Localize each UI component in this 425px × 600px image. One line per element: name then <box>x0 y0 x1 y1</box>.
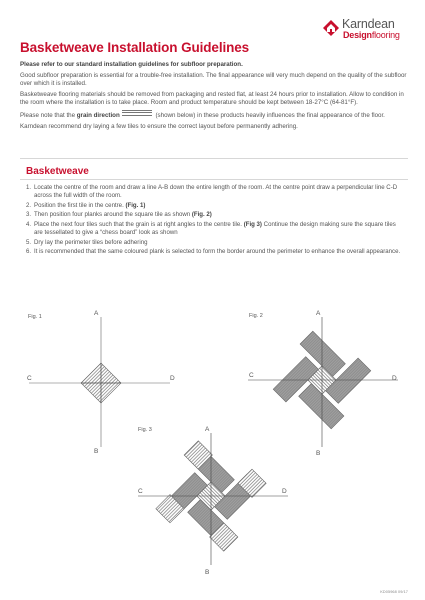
figure-2 <box>248 310 398 457</box>
point-b: B <box>94 448 99 455</box>
brand-subtitle: Designflooring <box>343 30 400 40</box>
point-d: D <box>282 488 287 495</box>
divider <box>20 158 408 159</box>
list-item: 3. Then position four planks around the square tile as shown (Fig. 2) <box>26 211 212 219</box>
list-item: 6. It is recommended that the same coloured plank is selected to form the border around the perimeter to enhance the overall appearance. <box>26 248 401 256</box>
figure-label: Fig. 3 <box>138 427 152 433</box>
divider <box>20 179 408 180</box>
house-diamond-icon <box>322 19 340 39</box>
intro-refer: Please refer to our standard installation guidelines for subfloor preparation. <box>20 61 243 68</box>
brand-logo <box>322 17 418 43</box>
page-title: Basketweave Installation Guidelines <box>20 40 250 55</box>
list-item: 4. Place the next four tiles such that the grain is at right angles to the centre tile. (Fig 3) Continue the design making sure the square tiles are tessellated to give a “chess board” look as shown <box>26 221 396 236</box>
grain-direction-icon <box>122 110 152 116</box>
figure-label: Fig. 2 <box>249 313 263 319</box>
document-code: KD05968 09/17 <box>380 590 408 594</box>
intro-p3: Please note that the grain direction (shown below) in these products heavily influences the final appearance of the floor. <box>20 111 385 119</box>
figure-1 <box>27 310 175 455</box>
point-a: A <box>205 426 210 433</box>
list-item: 1. Locate the centre of the room and draw a line A-B down the entire length of the room. At the centre point draw a perpendicular line C-D across the full width of the room. <box>26 184 398 199</box>
point-a: A <box>94 310 99 317</box>
point-c: C <box>249 372 254 379</box>
point-b: B <box>205 569 210 576</box>
intro-p1: Good subfloor preparation is essential for a trouble-free installation. The final appearance will very much depend on the quality of the subfloor over which it is installed. <box>20 71 407 87</box>
intro-p2: Basketweave flooring materials should be removed from packaging and rested flat, at least 24 hours prior to installation. Allow to condition in the room where the installation is to take place. Room and product temperature should be kept between 18-27°C (64-81°F). <box>20 90 404 106</box>
figure-label: Fig. 1 <box>28 314 42 320</box>
figure-3 <box>138 426 288 576</box>
point-c: C <box>27 375 32 382</box>
point-b: B <box>316 450 321 457</box>
brand-name: Karndean <box>342 17 395 31</box>
intro-p4: Karndean recommend dry laying a few tiles to ensure the correct layout before permanently adhering. <box>20 122 298 130</box>
list-item: 5. Dry lay the perimeter tiles before adhering <box>26 238 148 246</box>
point-d: D <box>392 375 397 382</box>
intro-text <box>20 61 408 134</box>
point-c: C <box>138 488 143 495</box>
section-title: Basketweave <box>26 166 89 177</box>
list-item: 2. Position the first tile in the centre. (Fig. 1) <box>26 201 146 209</box>
basketweave-figures <box>0 300 425 590</box>
point-d: D <box>170 375 175 382</box>
installation-steps <box>26 184 406 258</box>
point-a: A <box>316 310 321 317</box>
